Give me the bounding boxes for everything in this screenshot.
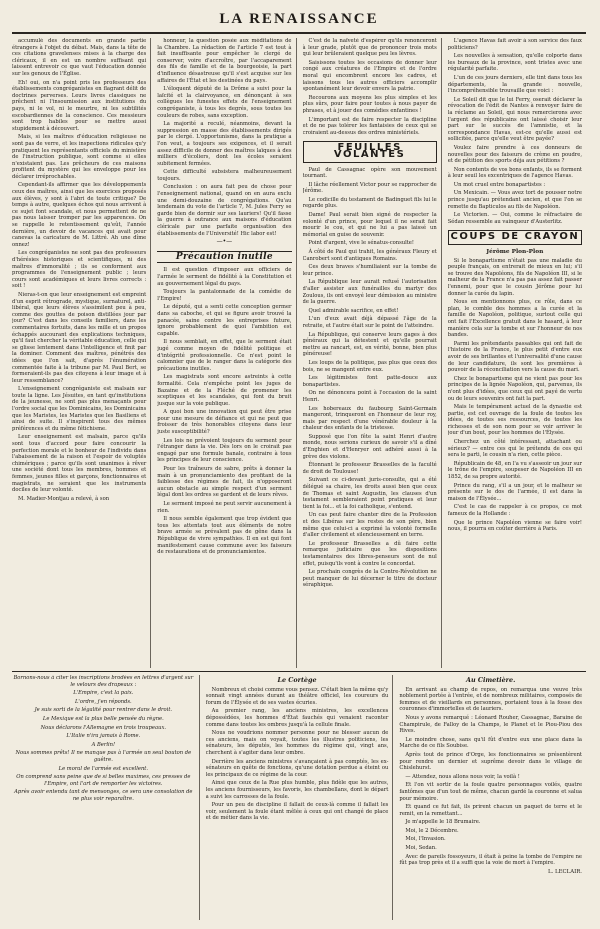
paragraph: Avec de pareils fossoyeurs, il était à peine la tombe de l'empire ne fût pas trop près et il a suffi que la voie de mort à l'empire. xyxy=(399,853,583,867)
section-title-coups: COUPS DE CRAYON xyxy=(448,230,582,245)
paragraph: Moi, le 2 Décembre. xyxy=(405,827,459,834)
paragraph: Il nous semble également que trop évident que tous les attentats tout aux éléments de notre brave armée se prévalent pas de gêne dans la République de vivre sympathies. Il en est qui font manifestement cause commune avec les faiseurs de restaurations et de pronunciamientos. xyxy=(157,516,292,556)
paragraph: accumulé des documents en grande partie étrangers à l'objet du débat. Mais, dans la tête de ces citations gravelenses mises à la charge des cléricaux, il en est un nombre suffisant qui laissent entrevoir ce que vaut l'éducation donnée sur les genoux de l'Église. xyxy=(12,38,147,77)
paragraph: Il est question d'imposer aux officiers de l'armée le serment de fidélité à la Constitution et au gouvernement légal du pays. xyxy=(157,267,292,287)
paragraph: La République, qui conserve leurs gages à des généraux qui la détestent et qu'elle pourrait mettre au rancart, est, en vérité, bonne, bien plus généreuse! xyxy=(302,331,437,358)
section-title-cortege: Le Cortège xyxy=(277,676,317,684)
paragraph: Voulez faire prendre à ces donneurs de nouvelles pour des faiseurs de crème en poudre, et de pétition des sports déja aux pétitions ? xyxy=(447,144,582,165)
paragraph: Les hobereaux du faubourg Saint-Germain mangeront, trinqueront en l'honneur de leur roy, mais par respect d'une vénérable douleur à la chaleur des enfants de la tristesse. xyxy=(302,405,437,432)
paragraph: L'éloquent député de la Drôme a suivi pour la laïcité et la clairvoyance, en dénonçant à ses collègues les funestes effets de l'enseignement congréganiste, à tous les degrés, sous toutes les couleurs de robes, sans exception. xyxy=(157,86,292,119)
paragraph: Moi, Sedan. xyxy=(405,845,437,852)
paragraph: Parmi les prétendants passables qui ont fait de l'histoire de la France, le plus petit d'entre eux avoir de ses brillantes et l'universalité d'une cause de leur candidature, ils sont les premières à pouvoir de la réconciliation vers la cause du mari. xyxy=(447,340,582,374)
paragraph: Nombreux et choisi comme vous pensez. C'était bien la même qu'y sonnait vingt années durant au théâtre officiel, les coureurs du forum de l'Élysée et de ses vastes écuries. xyxy=(205,686,389,706)
paragraph: Le moral de l'armée est excellent. xyxy=(58,765,149,772)
paragraph: — Attendez, nous allons nous voir, la voilà ! xyxy=(405,773,520,780)
paragraph: Supposé que l'on fête la saint Henri d'autre monde, nous serions curieux de savoir s'il a dîné d'Enghien et d'Henryer ont adhéré aussi à la grève des violons. xyxy=(302,433,437,460)
paragraph: L'agence Havas fait avoir à son service des faux politiciens? xyxy=(447,38,582,51)
paragraph: C'est de la naïveté d'espérer qu'ils renonceront à leur grade, plutôt que de prononcer trois mots qui leur brûleraient quelque peu les lèvres. xyxy=(302,38,437,58)
paragraph: Les congréganistes ne sont pas des professeurs d'hérésies historiques et scientifiques, ni des maîtres d'immoralité ; ils se conforment aux programmes de l'enseignement public ; leurs cours sont académiques et leurs livres corrects : soit ! xyxy=(12,250,147,290)
section-title-precaution: Précaution inutile xyxy=(157,251,291,264)
paragraph: honneur, la question posée aux méditations de la Chambre. La rédaction de l'article 7 est tout à fait insuffisante pour empêcher le clergé de conserver, voire d'accroître, par l'accaparement des fils de famille et de la bourgeoisie, la part d'influence désastreuse qu'il s'est acquise sur les affaires de l'État et les destinées du pays. xyxy=(157,38,292,84)
paragraph: Il nous semblait, en effet, que le serment était jugé comme moyen de fidélité politique et d'intégrité professionnelle. Ce n'est point le calomnier que de le ranger dans la catégorie des précautions inutiles. xyxy=(157,339,292,372)
paragraph: Mais le tempérament actuel de la dynastie est partie, est cet ouvrage de la foule de toutes les idées, de toutes ses ressources, de toutes les richesses et de son nom pour se voir arriver le jour d'un bout, pour les hommes de l'Élysée. xyxy=(447,404,582,437)
paragraph: Nous ne voudrions nommer personne pour ne blesser aucun de ces anciens, mais on voyait, toutes les illustres politiciens, les sénateurs, les députés, les hommes du régime qui, vingt ans, cherchent à s'agiter dans leur ombre. xyxy=(205,730,389,756)
paragraph: Que le prince Napoléon vienne se faire voir! nous, il pourra en coûter derrière à Paris. xyxy=(447,519,582,533)
paragraph: Cherchez un côté intéressant, attachant ou sérieux? — entre ces qui le prétendu de ces qui sera le parti, le cousin n'a rien, cette pièce. xyxy=(447,439,582,459)
paragraph: M. Madier-Montjau a relevé, à son xyxy=(18,495,110,502)
upper-columns xyxy=(12,38,586,668)
paragraph: Le codicille du testament de Badinguet fils lui le regarde plus. xyxy=(302,196,437,210)
paragraph: Si le bonapartisme n'était pas une maladie du peuple français, on entrerait de mieux en lui; s'il se trouve des Napoléons, fils de Napoléon III, si le malheur de la France n'a pas pas assez fait passer l'ennemi, pour que le cousin Jérôme pour lui donner la curée du lapin. xyxy=(447,257,582,297)
paragraph: Nous en mentionnons plus, ce rôle, dans ce plan, le comble des hommes a la curée et la famille de Napoléon, politique, surtout celle qui ont fait l'Excellence gratuit dans le hasard, à leur manière cela sur la tombe et sur l'honneur de nos bandes. xyxy=(447,299,582,339)
horizontal-rule xyxy=(12,671,586,672)
paragraph: Nieras-t-on que leur enseignement est empreint d'un esprit rétrograde, mystique, surnaturel, anti-libéral, que leurs élèves s'assimilent peu à peu, comme des gouttes de poison distillées jour par jour? C'est dans les conseils familiers, dans les commentaires fortuits, dans les mille et un propos échappés aucourant des explications techniques, qu'il faut chercher la véritable éducation, celle qui se glisse lentement dans l'intelligence et finit par la dominer. Comment des maîtres, pénétrés des idées que l'on sait, d'après l'énumération commentée faite à la tribune par M. Paul Bert, se formeraient-ils pas des citoyens à leur image et à leur ressemblance? xyxy=(12,291,147,384)
paragraph: Toujours la pantalonnade de la comédie de l'Empire! xyxy=(157,289,292,302)
paragraph: Mais, si les maîtres d'éducation religieuse ne sont pas de verre, et les inspections ridicules qu'y pratiquent les représentants officiels du ministère de l'instruction publique, sont comme si elles n'existaient pas. Les prêcheurs de ces maisons profitent du mystère qui les enveloppe pour les déclarer irréprochables. xyxy=(12,134,147,180)
paragraph: Prince du rang, s'il a un jour, et le malheur se présente sur le dos de l'armée, il est dans la maison de l'Élysée... xyxy=(447,482,582,502)
paragraph: Ces deux braves s'humiliaient sur la tombe de leur prince. xyxy=(302,264,437,277)
paragraph: Cependant-ils affirmer que les développements ceux des maîtres, ainsi que les exercices proposés aux élèves, y sont à l'abri de toute critique? De temps à autre, quelques échos qui nous arrivent à ce sujet font scandale, et nous permettent de ne pas nous laisser tromper par les apparences. On se rappelle le retentissement qu'eût, l'année dernière, un devoir de vacances qui avait pour canevas la caricature de M. Littré. Ah une dîme onnez! xyxy=(12,182,147,248)
paragraph: La majorité a reculé, néanmoins, devant la suppression en masse des établissements dirigés par le clergé. L'opportunisme, dans la pratique a l'on veut, a toujours ses exigences, et il serait assez difficile de donner des maîtres laïques à des milliers d'écoliers, dont les écoles seraient subitement fermées. xyxy=(157,121,292,167)
signature: L. LECLAIR. xyxy=(547,868,583,875)
paragraph: L'ordre, j'en réponds. xyxy=(74,698,132,705)
section-subtitle-plon: Jérôme Plon-Plon xyxy=(486,249,544,256)
paragraph: Dame! Paul serait bien signé de respecter la volonté d'un prince, pour lequel il ne serait fait mourir le cou, et qui ne lui a pas laissé un mémorial en guise de souvenir. xyxy=(302,212,437,238)
column-2 xyxy=(157,38,296,668)
paragraph: Cette difficulté subsistera malheureusement toujours. xyxy=(157,169,292,182)
masthead-title: LA RENAISSANCE xyxy=(219,11,379,27)
paragraph: L'enseignement congréganiste est malsain sur toute la ligne. Les Jésuites, en tant qu'institutions de la jeunesse, ne sont pas plus menaçants pour l'ordre social que les Dominicains, les Dominicains que les Maristes, les Maristes que les Basiliens et ainsi de suite. Il s'inspirent tous des mêmes préférences et du même fétichisme. xyxy=(12,386,147,432)
paragraph: A quoi bon une innovation qui peut être prise pour une mesure de défiance et qui ne peut que froisser de très honorables citoyens dans leur juste susceptibilité? xyxy=(157,409,292,436)
paragraph: Les légitimistes font patte-douce aux bonapartistes. xyxy=(302,375,437,388)
paragraph: Étonnant le professeur Brasselles de la faculté de droit de Toulouse! xyxy=(302,462,437,475)
paragraph: On comprend sans peine que de si belles maximes, ces presses de l'Empire, ont l'art de remporter les victoires. xyxy=(16,774,191,787)
paragraph: Nous sommes prêts! Il ne manque pas à l'armée un seul bouton de guêtre. xyxy=(15,750,192,763)
paragraph: Les lois ne prévoient toujours du serment pour l'étranger dans la vie. Dès lors on le croirait pas engagé par une formule banale, contraire à tous les principes de leur conscience. xyxy=(157,437,292,464)
separator: —•— xyxy=(216,238,233,246)
paragraph: La République leur aurait refusé l'autorisation d'aller assister aux funérailles du martyr des Zoulous, ils ont envoyé leur démission au ministre de la guerre. xyxy=(302,279,437,306)
paragraph: L'Italie n'ira jamais à Rome. xyxy=(66,733,141,740)
paragraph: Suivant ce ci-devant juris-consulte, qui a été délégué sa chaire, les droits aussi bien que ceux de Thomas et saint Augustin, les clauses d'un testament sembleraient point pratiques et leur tient la foi... et la foi catholique, s'entend. xyxy=(302,477,437,510)
paragraph: Derrière les anciens ministres s'avançaient à pas comptés, les ex-sénateurs en quête de fonctions, qu'une dotation perdue a éteint ou les principaux de ce régime de la cour. xyxy=(205,758,389,778)
paragraph: Moi, l'Invasion. xyxy=(405,836,446,843)
paragraph: Ainsi que ceux de la Rue plus humble, plus fidèle que les autres, les anciens fournisseurs, les favoris, les chambellans, dont le départ a suivi les carrosses de la foule. xyxy=(205,780,389,800)
paragraph: Je suis sorti de la légalité pour rentrer dans le droit. xyxy=(34,707,173,714)
paragraph: L'un de ces jours derniers, elle tint dans tous les départements, la grande nouvelle, l'incompréhensible trouvaille que voici : xyxy=(447,74,582,95)
paragraph: Pour les traîneurs de sabre, prêts à donner la main à un pronunciamiento des profitant de la faiblesse des régimes de fait, ils n'opposeront aucun obstacle au simple respect d'un serment légal dont les ordres se gardent et de leurs rêves. xyxy=(157,466,292,499)
paragraph: Le moindre chose, sans qu'il fût d'entre eux une place dans la Marche de ce fils Soubise. xyxy=(399,736,583,750)
paragraph: Un cas peut faire chanter dire de la Profession et des Libéras sur les restes de son père, bien même que celui-ci a exprimé la volonté formelle d'aller civilement et silencieusement en terre. xyxy=(302,512,437,539)
paragraph: A Berlin! xyxy=(91,741,116,748)
paragraph: Conclusion : on aura fait peu de chose pour l'enseignement national, quand on en aura exclu une demi-douzaine de congrégations. Qu'au lendemain du vote de l'article 7, M. Jules Ferry se garde bien de dormir sur ses lauriers! Qu'il fasse la guerre à outrance aux maisons d'éducation cléricale par une parfaite organisation des établissements de l'Université! Hic labor est! xyxy=(157,184,292,237)
paragraph: Non contents de vos bons enfants, ils se forment à leur seuil les excentriques de l'agence Havas. xyxy=(447,166,582,180)
paragraph: Après tout de prince d'Orge, les fonctionnaires se présentèrent pour rendre un dernier et suprême devoir dans le village de Chislehurst. xyxy=(399,751,583,772)
section-title-cimetiere: Au Cimetière. xyxy=(466,676,516,684)
paragraph: Au premier rang, les anciens ministres, les excellences dépossédées, les hommes d'État fauchés qui venaient raconter comme dans toutes les ombres jusqu'à la cellule finale. xyxy=(205,708,389,728)
paragraph: Et l'on vit sortir de la foule quatre personnages voilés, quatre fantômes que d'un tout de même, chacun gardé la couronne et salua pour mémoire. xyxy=(399,782,583,802)
lower-columns xyxy=(12,675,586,920)
column-4 xyxy=(448,38,586,668)
paragraph: L'Empire, c'est la paix. xyxy=(73,690,134,697)
paragraph: Les loups de la politique, pas plus que ceux des bois, ne se mangent entre eux. xyxy=(302,359,437,373)
paragraph: Nous y avons remarqué : Léonard Rouher, Cassagnac, Baraine de Champirule, de Falloy de la Champs, le Planet et le Piou-Piou des Rives. xyxy=(399,714,583,735)
paragraph: Le Soleil dit que le lui Ferry, oserait déclarer la révocation de l'édit de Nantes à renvoyer faire de la réclame au Soleil, qui nous remercierons avec l'argent des républicains ont laissé choisir leur part sur le succès de l'amnistie, et la correspondance Havas, est-ce qu'elle aussi est sollicitée, parce qu'elle veut être payée? xyxy=(447,96,582,143)
paragraph: Leur enseignement est malsain, parce qu'ils sont tous d'accord pour faire concourir la perfection morale et le bonheur de l'individu dans l'abaissement de la raison et l'espoir de voluptés chimériques ; parce qu'ils sont unanimes à rêver une société dont tous les membres, hommes et femmes, jeunes filles et garçons, fonctionnaires et magistrats, ne seraient que les instruments dociles de leur volonté. xyxy=(12,434,147,494)
column-1 xyxy=(12,38,151,668)
paragraph: Le Victorien. — Oui, comme le réfractaire de Sédan ressemble au vainqueur d'Austerlitz. xyxy=(447,212,582,225)
paragraph: Républicain de 48, en l'a vu s'asseoir un jour sur le trône de l'empire, soupeser de Napoléon III en 1852, de sa propre autorité. xyxy=(447,460,582,481)
paragraph: Le député, qui a senti cette conception germer dans sa caboche, et qui se figure avoir trouvé la panacée, saine contre les entreprises future, ignore probablement de quoi l'ambition est capable. xyxy=(157,304,292,337)
paragraph: Paul de Cassagnac opère son mouvement tournant. xyxy=(302,166,437,180)
lower-column-2 xyxy=(206,675,394,920)
paragraph: Un mot cruel entre bonapartistes : xyxy=(453,181,546,188)
paragraph: Bornons-nous à citer les inscriptions brodées en lettres d'argent sur le velours des drapeaux : xyxy=(13,675,194,688)
paragraph: Chez le bonapartisme qui ne vient pas pour les principes de la lignée Napoléon, qui, parvenus, ils n'ont plus d'idées, que ceux qui ont payé de vertu ou de leurs souvenirs ont fait la part. xyxy=(447,375,582,402)
section-title-feuilles: FEUILLES VOLANTES xyxy=(303,141,437,162)
paragraph: Point d'argent, vive le sénatus-consulte! xyxy=(308,240,414,247)
paragraph: On ne dénoncera point à l'occasion de la saint Henri. xyxy=(302,390,437,403)
paragraph: Je m'appelle le 18 Brumaire. xyxy=(405,819,481,826)
paragraph: Le prochain congrès de la Contre-Révolution ne peut manquer de lui décerner le titre de docteur séraphique. xyxy=(302,569,437,589)
paragraph: Recourons aux moyens les plus simples et les plus sûrs, pour faire pour toutes à nous payer de phrases, et à jouer des comédies enfantines ! xyxy=(302,94,437,114)
paragraph: Pour un peu de discipline il fallait de ceux-là comme il fallait les voir, seulement la foule étant mêlée à ceux qui ont changé de place et de métier dans la vie. xyxy=(205,802,389,822)
paragraph: Quel admirable sacrifice, en effet! xyxy=(308,307,399,314)
paragraph: Les nouvelles à sensation, qu'elle colporte dans les bureaux de la province, sont tristes avec une régularité parfaite. xyxy=(447,53,582,73)
paragraph: Saisissons toutes les occasions de donner leur congé aux créatures de l'Empire et de l'ordre moral qui encombrent encore les cadres, et laissons tous les autres officiers accomplir spontanément leur devoir envers la patrie. xyxy=(302,59,437,93)
column-3 xyxy=(303,38,442,668)
paragraph: L'important est de faire respecter la discipline et de ne pas tolérer les fantaisies de ceux qui se croiraient au-dessus des ordres ministériels. xyxy=(302,116,437,136)
paragraph: Et quand ce fut fait, ils prirent chacun un paquet de terre et le remit, en la remettant... xyxy=(399,804,583,817)
paragraph: Eh! oui, on n'a point pris les professeurs des établissements congréganistes en flagrant délit de doctrines perverses. Leurs livres classiques ne prêchent ni l'insoumission aux institutions du pays, ni le vol, ni le meurtre, ni les subtilités escobardiennes de la conscience. Ces messieurs sont trop habiles pour se mettre aussi stupidement à découvert. xyxy=(12,79,147,132)
paragraph: C'est le cas de rappeler à ce propos, ce mot fameux de la Hollande : xyxy=(447,504,582,517)
paragraph: À côté de Paul qui trahit, les généraux Fleury et Canrobert sont d'antiques Romains. xyxy=(302,249,437,262)
lower-column-1 xyxy=(12,675,200,920)
paragraph: Un Mexicain. — Vous avez tort de pousser notre prince jusqu'au prétendant ancien, et que l'on se remette du Bapticulos au fils de Napoléon. xyxy=(447,190,582,210)
paragraph: Après avoir entendu tant de mensonges, ce sera une consolation de ne plus voir reparaître. xyxy=(14,789,193,802)
paragraph: Les magistrats sont encore astreints à cette formalité. Cela n'empêche point les juges de Bazaine et de la Fléché de promener les sceptiques et les scandales, qui font du bruit jusque sur la voie publique. xyxy=(157,374,292,407)
paragraph: En arrivant au champ de repos, on remarqua une veuve très noblement portée à l'entrée, et de nombreux militaires, composés de femmes et de vieillards en personnes, portaient tous à la fosse des couronnes d'immortelles et de lauriers. xyxy=(399,686,583,713)
lower-column-3 xyxy=(399,675,586,920)
paragraph: Il lâche réellement Victor pour se rapprocher de Jérôme. xyxy=(302,181,437,195)
paragraph: Le professeur Brasselles a dû faire cette remarque judiciaire que les dispositions testamentaires des libres-penseurs sont de nul effet, puisqu'ils vont à contre le concordat. xyxy=(302,540,437,567)
paragraph: Le serment imposé ne peut servir aucunement à rien. xyxy=(157,501,292,514)
paragraph: Le Mexique est la plus belle pensée du règne. xyxy=(42,715,164,722)
masthead xyxy=(12,6,586,34)
paragraph: L'un d'eux avait déjà dépassé l'âge de la retraite, et l'autre était sur le point de l'atteindre. xyxy=(302,316,437,329)
paragraph: Nous déclarons l'Allemagne en trois troupeaux. xyxy=(40,724,167,731)
